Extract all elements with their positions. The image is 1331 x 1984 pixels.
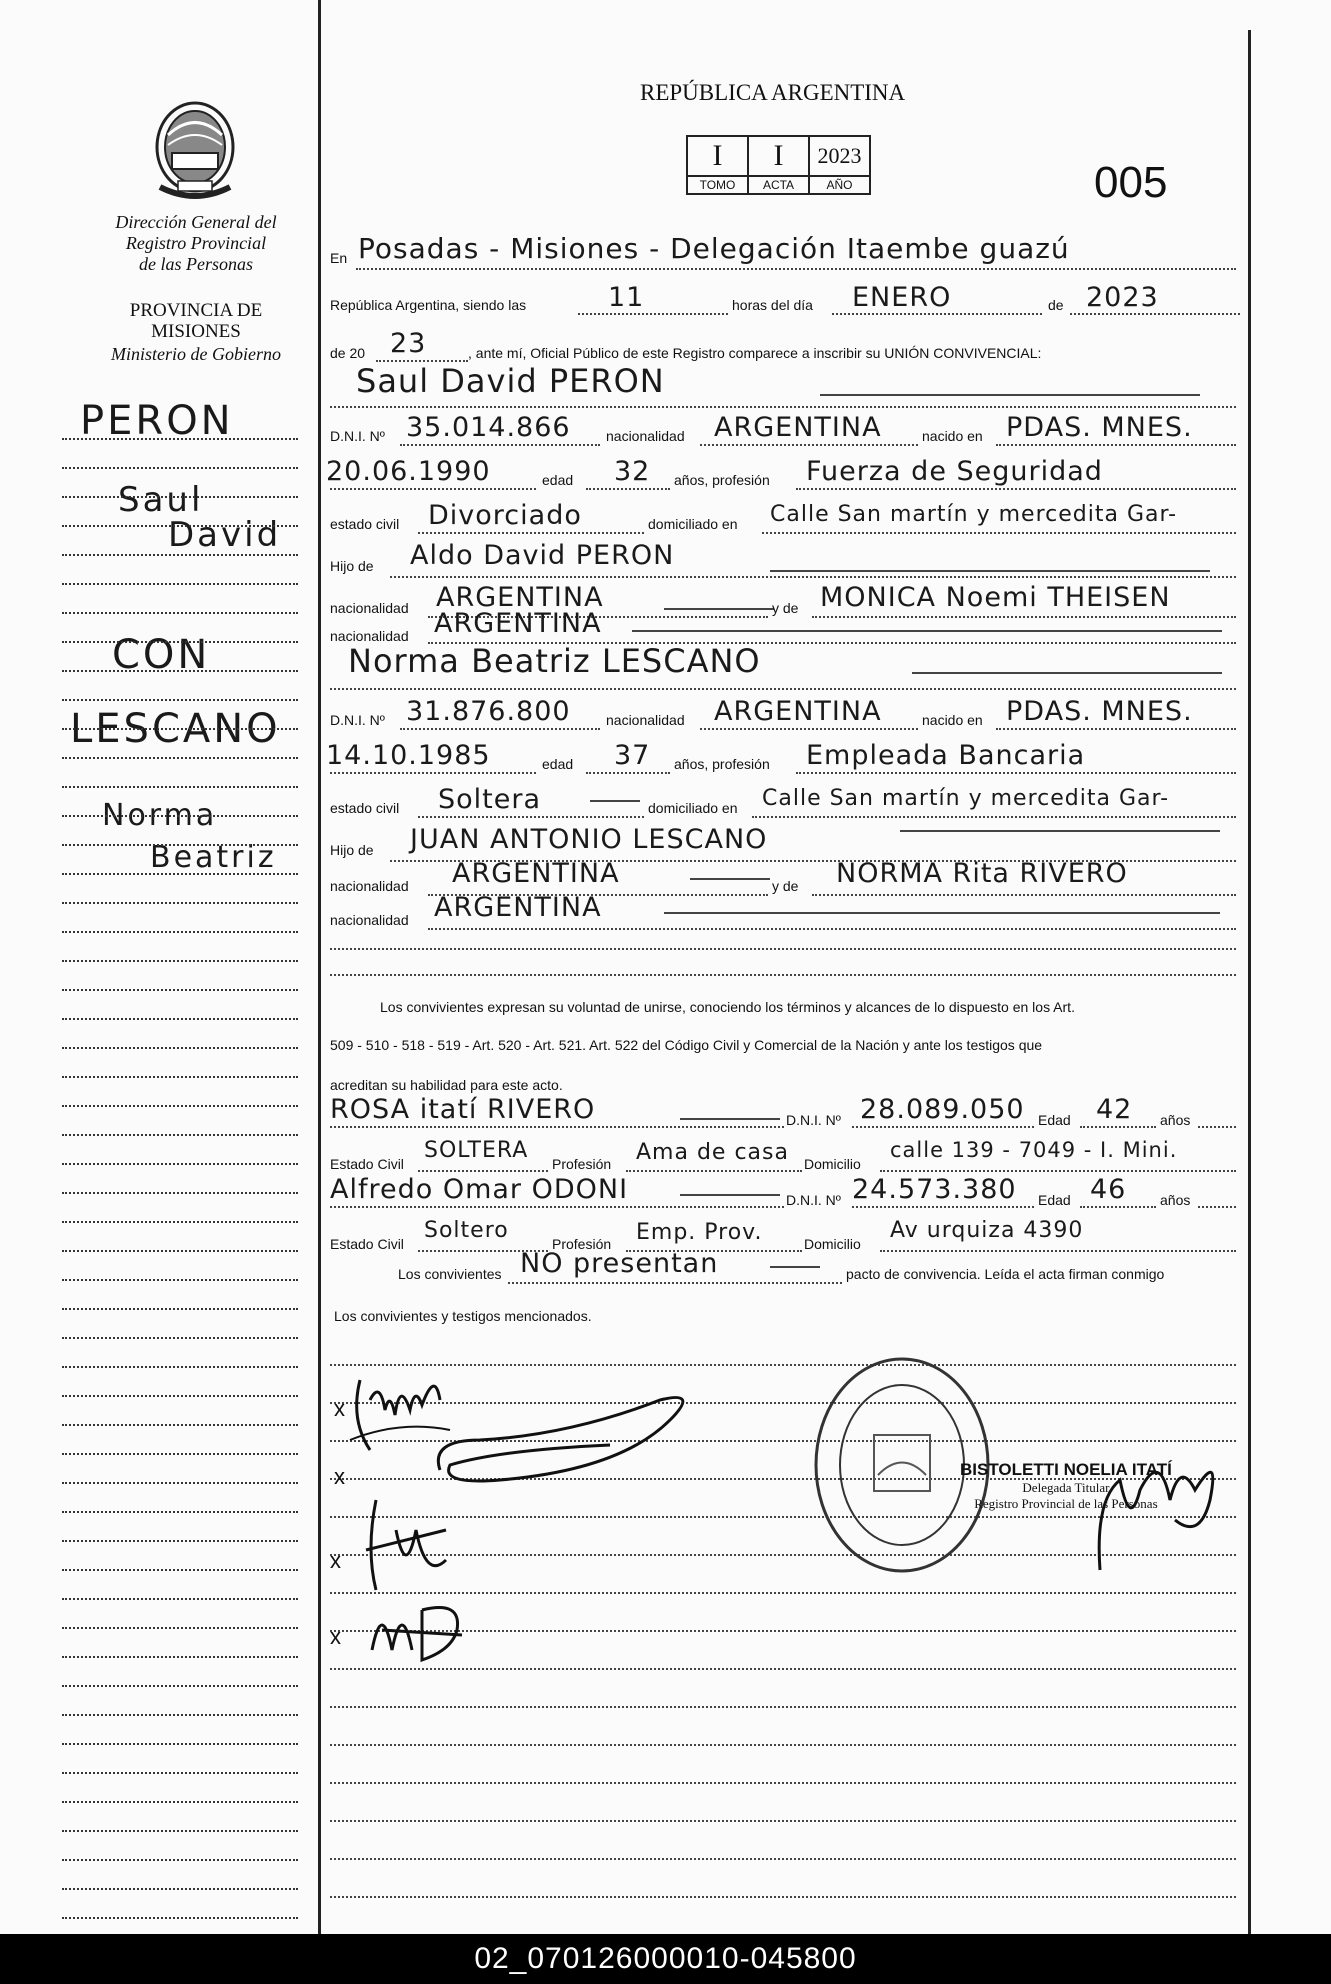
tomo-acta-anio-box [686, 135, 871, 195]
testigo2-nombre-dots [330, 1206, 784, 1208]
oficial-registro: Registro Provincial de las Personas [974, 1496, 1158, 1511]
left-rule-line [62, 1018, 298, 1020]
conv2-nombre-line [912, 672, 1222, 674]
legal-line3: acreditan su habilidad para este acto. [330, 1077, 563, 1093]
testigo1-prof-label: Profesión [552, 1156, 612, 1172]
left-rule-line [62, 496, 298, 498]
left-rule-line [62, 612, 298, 614]
acta-value: I [748, 136, 809, 176]
conv2-profesion: Empleada Bancaria [806, 740, 1086, 771]
left-rule-line [62, 699, 298, 701]
testigo1-nombre-dots [330, 1126, 784, 1128]
oficial-cargo: Delegada Titular [1022, 1480, 1110, 1495]
left-direccion: Dirección General del [115, 212, 277, 232]
left-rule-line [62, 438, 298, 440]
left-rule-line [62, 1830, 298, 1832]
conv2-prof-label: años, profesión [674, 756, 770, 772]
left-rule-line [62, 960, 298, 962]
testigo2-estado-civil: Soltero [424, 1218, 509, 1243]
conv2-padre: JUAN ANTONIO LESCANO [410, 824, 768, 855]
anio-label: AÑO [809, 176, 870, 194]
conv2-nacionalidad: ARGENTINA [714, 696, 882, 727]
conv1-prof-line [796, 488, 1236, 490]
pacto-line [508, 1282, 842, 1284]
conv2-prof-line [796, 772, 1236, 774]
testigo2-dom-line [880, 1250, 1236, 1252]
conv1-nacp-label: nacionalidad [330, 600, 409, 616]
left-rule-line [62, 989, 298, 991]
conv2-dom-label: domiciliado en [648, 800, 738, 816]
conv1-nacionalidad: ARGENTINA [714, 412, 882, 443]
left-rule-line [62, 757, 298, 759]
signature-conviviente2 [420, 1380, 700, 1500]
testigo1-dni: 28.089.050 [860, 1094, 1025, 1125]
label-horas-dia: horas del día [732, 297, 813, 313]
testigo1-edad-label: Edad [1038, 1112, 1071, 1128]
conv2-fecha-nac: 14.10.1985 [326, 740, 491, 771]
conv1-madre: MONICA Noemi THEISEN [820, 582, 1171, 613]
testigo1-dni-line [852, 1126, 1034, 1128]
testigo1-nombre: ROSA itatí RIVERO [330, 1094, 596, 1125]
conv1-nac-padre: ARGENTINA [436, 582, 604, 613]
conv2-edad-label: edad [542, 756, 574, 772]
pacto-text: pacto de convivencia. Leída el acta firman conmigo [846, 1266, 1165, 1282]
left-rule-line [62, 554, 298, 556]
left-rule-line [62, 1424, 298, 1426]
left-rule-line [62, 1569, 298, 1571]
conv1-padre-dots [390, 576, 1236, 578]
conv1-prof-label: años, profesión [674, 472, 770, 488]
anio-largo-value: 2023 [1086, 282, 1159, 313]
testigo1-edad: 42 [1096, 1094, 1133, 1125]
testigo1-ec-label: Estado Civil [330, 1156, 404, 1172]
left-rule-line [62, 1627, 298, 1629]
left-rule-line [62, 1076, 298, 1078]
sig-mark-4: x [330, 1624, 341, 1649]
left-rule-line [62, 525, 298, 527]
legal-line2: 509 - 510 - 518 - 519 - Art. 520 - Art. 521. Art. 522 del Código Civil y Comercial de la Nación y ante los testigos que [330, 1037, 1043, 1053]
left-rule-line [62, 641, 298, 643]
conv2-hijo-label: Hijo de [330, 842, 374, 858]
testigo2-nombre: Alfredo Omar ODONI [330, 1174, 629, 1205]
left-rule-line [62, 1917, 298, 1919]
testigo2-nombre-line [680, 1194, 780, 1196]
left-margin-line [318, 0, 321, 1934]
conv1-edad: 32 [614, 456, 651, 487]
anio-value: 2023 [809, 136, 870, 176]
conv2-nacp-label: nacionalidad [330, 878, 409, 894]
left-rule-line [62, 1859, 298, 1861]
blank-line-2 [330, 974, 1236, 976]
conv2-madre-line [812, 894, 1236, 896]
right-margin-line [1248, 30, 1251, 1934]
conv2-nacido-line [996, 728, 1236, 730]
hora-line [578, 313, 728, 315]
testigo1-anios-label: años [1160, 1112, 1191, 1128]
testigo1-edad-line [1080, 1126, 1156, 1128]
left-registro: Registro Provincial [125, 233, 267, 253]
lugar-value: Posadas - Misiones - Delegación Itaembe guazú [358, 232, 1070, 265]
lugar-line [356, 268, 1236, 270]
conv2-madre: NORMA Rita RIVERO [836, 858, 1128, 889]
left-rule-line [62, 1337, 298, 1339]
tomo-label: TOMO [687, 176, 748, 194]
testigo2-dni-line [852, 1206, 1034, 1208]
testigo2-anios-line [1198, 1206, 1236, 1208]
conv2-fecha-line [330, 772, 536, 774]
signature-testigo1 [356, 1490, 466, 1600]
testigo2-edad-label: Edad [1038, 1192, 1071, 1208]
testigo1-ec-line [418, 1170, 548, 1172]
testigo2-ec-label: Estado Civil [330, 1236, 404, 1252]
conv1-dom-label: domiciliado en [648, 516, 738, 532]
conv1-fecha-line [330, 488, 536, 490]
left-rule-line [62, 1685, 298, 1687]
testigo1-domicilio: calle 139 - 7049 - I. Mini. [890, 1138, 1178, 1162]
signature-testigo2 [362, 1590, 472, 1670]
oficial-nombre: BISTOLETTI NOELIA ITATÍ [960, 1460, 1172, 1479]
conv2-estado-civil: Soltera [438, 784, 542, 815]
left-rule-line [62, 1279, 298, 1281]
pacto-value: NO presentan [520, 1248, 719, 1279]
testigo1-prof-line [626, 1170, 802, 1172]
conv1-fecha-nac: 20.06.1990 [326, 456, 491, 487]
sig-mark-3: x [330, 1548, 341, 1573]
left-rule-line [62, 1743, 298, 1745]
testigo1-dni-label: D.N.I. Nº [786, 1112, 841, 1128]
sig-mark-1: x [334, 1396, 345, 1421]
left-rule-line [62, 1221, 298, 1223]
conv2-nombre-dots [330, 688, 1236, 690]
left-provincia: PROVINCIA DE [129, 300, 263, 321]
left-rule-line [62, 1163, 298, 1165]
left-rule-line [62, 1250, 298, 1252]
conv2-dni-label: D.N.I. Nº [330, 712, 385, 728]
left-personas: de las Personas [139, 254, 253, 274]
conv2-dni: 31.876.800 [406, 696, 571, 727]
conv1-nacm-label: nacionalidad [330, 628, 409, 644]
conv2-nacp-line [690, 878, 770, 880]
label-en: En [330, 250, 348, 266]
signature-rule-line [330, 1364, 1236, 1366]
conv1-profesion: Fuerza de Seguridad [806, 456, 1103, 487]
conv2-domicilio: Calle San martín y mercedita Gar- [762, 786, 1170, 811]
conv2-padre-line [900, 830, 1220, 832]
provincial-emblem [150, 95, 240, 205]
conv1-nacm-line [632, 630, 1222, 632]
oficial-block [960, 1460, 1172, 1512]
conv2-nac-madre: ARGENTINA [434, 892, 602, 923]
left-rule-line [62, 1453, 298, 1455]
testigo2-anios-label: años [1160, 1192, 1191, 1208]
left-rule-line [62, 1801, 298, 1803]
left-rule-line [62, 1772, 298, 1774]
signature-rule-line [330, 1896, 1236, 1898]
conv1-dom-line [762, 532, 1236, 534]
left-rule-line [62, 873, 298, 875]
left-apellido1: PERON [80, 398, 234, 444]
conv1-yde-label: y de [772, 600, 799, 616]
conv1-estado-civil: Divorciado [428, 500, 582, 531]
legal-line1: Los convivientes expresan su voluntad de unirse, conociendo los términos y alcances de lo dispuesto en los Art. [380, 999, 1075, 1015]
conv1-domicilio: Calle San martín y mercedita Gar- [770, 502, 1178, 527]
dia-value: ENERO [852, 282, 952, 313]
left-rule-line [62, 1598, 298, 1600]
left-nombre2b: Beatriz [150, 840, 277, 875]
conv1-ec-line [418, 532, 644, 534]
conv2-ec-line [418, 816, 644, 818]
conv1-nacido-label: nacido en [922, 428, 983, 444]
left-rule-line [62, 931, 298, 933]
conv2-edad: 37 [614, 740, 651, 771]
conv1-nacido-en: PDAS. MNES. [1006, 412, 1193, 443]
testigo2-edad: 46 [1090, 1174, 1127, 1205]
conv1-nacido-line [996, 444, 1236, 446]
conv2-ec-dash [590, 800, 640, 802]
left-rule-line [62, 1134, 298, 1136]
signature-rule-line [330, 1858, 1236, 1860]
anio-corto-value: 23 [390, 328, 427, 359]
testigo2-dni: 24.573.380 [852, 1174, 1017, 1205]
testigo2-prof-label: Profesión [552, 1236, 612, 1252]
testigo1-profesion: Ama de casa [636, 1140, 789, 1165]
signature-rule-line [330, 1744, 1236, 1746]
testigo2-dni-label: D.N.I. Nº [786, 1192, 841, 1208]
left-con: CON [112, 632, 211, 678]
conv2-dni-line [400, 728, 600, 730]
conv1-dni-label: D.N.I. Nº [330, 428, 385, 444]
testigo1-dom-label: Domicilio [804, 1156, 861, 1172]
left-rule-line [62, 902, 298, 904]
conv2-dom-line [752, 816, 1236, 818]
conv2-nombre: Norma Beatriz LESCANO [348, 642, 761, 680]
testigo1-nombre-line [680, 1118, 780, 1120]
left-rule-line [62, 1482, 298, 1484]
conv2-nac-label: nacionalidad [606, 712, 685, 728]
conv2-nac-line [700, 728, 918, 730]
conv1-edad-line [586, 488, 670, 490]
left-rule-line [62, 1308, 298, 1310]
left-nombre1a: Saul [118, 480, 204, 520]
left-nombre1b: David [168, 515, 282, 555]
conv2-nacm-label: nacionalidad [330, 912, 409, 928]
signature-rule-line [330, 1820, 1236, 1822]
left-rule-line [62, 1395, 298, 1397]
label-comparece: , ante mí, Oficial Público de este Registro comparece a inscribir su UNIÓN CONVIVENCIAL: [468, 345, 1042, 361]
testigo1-dom-line [880, 1170, 1236, 1172]
dia-line [832, 313, 1042, 315]
label-de: de [1048, 297, 1064, 313]
signature-rule-line [330, 1706, 1236, 1708]
left-nombre2a: Norma [102, 798, 218, 833]
left-apellido2: LESCANO [70, 706, 281, 752]
conv1-nac-line [700, 444, 918, 446]
conv2-nac-padre: ARGENTINA [452, 858, 620, 889]
testigo2-edad-line [1080, 1206, 1156, 1208]
conv1-padre: Aldo David PERON [410, 540, 675, 571]
testigo2-profesion: Emp. Prov. [636, 1220, 763, 1245]
conv1-edad-label: edad [542, 472, 574, 488]
left-rule-line [62, 1105, 298, 1107]
label-de-20: de 20 [330, 345, 366, 361]
republica-title: REPÚBLICA ARGENTINA [640, 80, 906, 105]
conv2-nacm-dots [428, 928, 1236, 930]
conv2-ec-label: estado civil [330, 800, 400, 816]
conv1-madre-line [812, 616, 1236, 618]
testigo2-domicilio: Av urquiza 4390 [890, 1218, 1084, 1243]
conv2-nacido-en: PDAS. MNES. [1006, 696, 1193, 727]
left-rule-line [62, 728, 298, 730]
scan-footer-id: 02_070126000010-045800 [0, 1934, 1331, 1984]
cierre-text: Los convivientes y testigos mencionados. [334, 1308, 592, 1324]
conv1-nombre-dots [330, 406, 1236, 408]
conv1-dni: 35.014.866 [406, 412, 571, 443]
conv1-nombre: Saul David PERON [356, 362, 665, 400]
acta-number: 005 [1094, 158, 1168, 207]
left-rule-line [62, 670, 298, 672]
conv1-dni-line [400, 444, 600, 446]
conv2-edad-line [586, 772, 670, 774]
left-rule-line [62, 1656, 298, 1658]
blank-line-1 [330, 948, 1236, 950]
pacto-label: Los convivientes [398, 1266, 502, 1282]
anio-largo-line [1070, 313, 1240, 315]
pacto-dash [770, 1266, 820, 1268]
left-rule-line [62, 1192, 298, 1194]
conv1-nombre-line [820, 394, 1200, 396]
left-rule-line [62, 1540, 298, 1542]
testigo2-dom-label: Domicilio [804, 1236, 861, 1252]
conv1-padre-line [770, 570, 1210, 572]
left-rule-line [62, 467, 298, 469]
left-misiones: MISIONES [151, 321, 241, 342]
tomo-value: I [687, 136, 748, 176]
left-rule-line [62, 1888, 298, 1890]
conv2-nacido-label: nacido en [922, 712, 983, 728]
conv1-nac-label: nacionalidad [606, 428, 685, 444]
conv1-nacp-line [664, 608, 774, 610]
conv1-nac-madre: ARGENTINA [434, 608, 602, 639]
left-rule-line [62, 1366, 298, 1368]
left-rule-line [62, 844, 298, 846]
left-rule-line [62, 583, 298, 585]
left-rule-line [62, 1511, 298, 1513]
conv2-nacm-line [664, 912, 1220, 914]
hora-value: 11 [608, 282, 645, 313]
left-rule-line [62, 815, 298, 817]
sig-mark-2: x [334, 1464, 345, 1489]
acta-label: ACTA [748, 176, 809, 194]
conv1-ec-label: estado civil [330, 516, 400, 532]
conv1-hijo-label: Hijo de [330, 558, 374, 574]
testigo1-anios-line [1198, 1126, 1236, 1128]
conv2-yde-label: y de [772, 878, 799, 894]
left-rule-line [62, 1047, 298, 1049]
left-rule-line [62, 1714, 298, 1716]
left-ministerio: Ministerio de Gobierno [111, 344, 281, 364]
testigo1-estado-civil: SOLTERA [424, 1138, 529, 1163]
left-rule-line [62, 786, 298, 788]
signature-rule-line [330, 1782, 1236, 1784]
label-siendo: República Argentina, siendo las [330, 297, 527, 313]
